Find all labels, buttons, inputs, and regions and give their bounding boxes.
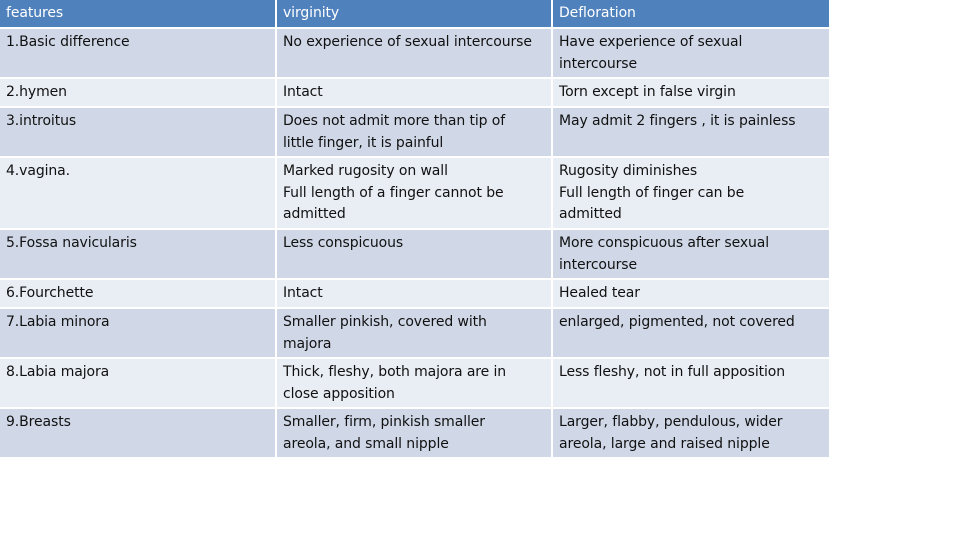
cell-line: close apposition bbox=[283, 385, 395, 402]
table-row bbox=[0, 280, 829, 309]
table-row bbox=[0, 309, 829, 359]
table-row bbox=[0, 108, 829, 158]
cell-line: May admit 2 fingers , it is painless bbox=[559, 113, 796, 129]
header-defloration: Defloration bbox=[553, 0, 829, 29]
feature-cell bbox=[0, 409, 277, 459]
virginity-cell bbox=[277, 280, 553, 309]
feature-cell bbox=[0, 108, 277, 158]
defloration-cell bbox=[553, 309, 829, 359]
cell-line: 2.hymen bbox=[6, 84, 67, 100]
feature-cell bbox=[0, 309, 277, 359]
virginity-cell bbox=[277, 230, 553, 280]
cell-line: 3.introitus bbox=[6, 113, 77, 129]
cell-line: enlarged, pigmented, not covered bbox=[559, 314, 795, 330]
cell-line: Less conspicuous bbox=[283, 235, 404, 251]
virginity-cell bbox=[277, 409, 553, 459]
cell-line: More conspicuous after sexual bbox=[559, 235, 770, 251]
cell-line: 5.Fossa navicularis bbox=[6, 235, 137, 251]
table-row bbox=[0, 79, 829, 108]
cell-line: Healed tear bbox=[559, 285, 640, 301]
cell-line: majora bbox=[283, 335, 332, 352]
cell-line: 6.Fourchette bbox=[6, 285, 94, 301]
virginity-cell bbox=[277, 79, 553, 108]
table-row bbox=[0, 359, 829, 409]
cell-line: No experience of sexual intercourse bbox=[283, 34, 532, 50]
defloration-cell bbox=[553, 280, 829, 309]
defloration-cell bbox=[553, 29, 829, 79]
defloration-cell bbox=[553, 79, 829, 108]
virginity-cell bbox=[277, 108, 553, 158]
table-row bbox=[0, 409, 829, 459]
cell-line: 7.Labia minora bbox=[6, 314, 110, 330]
cell-line: 8.Labia majora bbox=[6, 364, 110, 380]
feature-cell bbox=[0, 79, 277, 108]
table-row bbox=[0, 29, 829, 79]
cell-line: little finger, it is painful bbox=[283, 134, 444, 151]
cell-line: Rugosity diminishes bbox=[559, 163, 698, 179]
feature-cell bbox=[0, 158, 277, 230]
cell-line: intercourse bbox=[559, 55, 638, 72]
feature-cell bbox=[0, 230, 277, 280]
virginity-cell bbox=[277, 29, 553, 79]
header-features: features bbox=[0, 0, 277, 29]
cell-line: intercourse bbox=[559, 256, 638, 273]
defloration-cell bbox=[553, 230, 829, 280]
virginity-cell bbox=[277, 309, 553, 359]
cell-line: Full length of finger can be bbox=[559, 184, 745, 201]
cell-line: Full length of a finger cannot be bbox=[283, 184, 504, 201]
header-row bbox=[0, 0, 829, 29]
header-virginity: virginity bbox=[277, 0, 553, 29]
table-body bbox=[0, 29, 829, 459]
cell-line: 4.vagina. bbox=[6, 163, 71, 179]
virginity-cell bbox=[277, 158, 553, 230]
cell-line: Intact bbox=[283, 285, 323, 301]
cell-line: Larger, flabby, pendulous, wider bbox=[559, 414, 783, 430]
feature-cell bbox=[0, 29, 277, 79]
defloration-cell bbox=[553, 359, 829, 409]
defloration-cell bbox=[553, 409, 829, 459]
cell-line: 1.Basic difference bbox=[6, 34, 130, 50]
cell-line: Smaller, firm, pinkish smaller bbox=[283, 414, 485, 430]
cell-line: Less fleshy, not in full apposition bbox=[559, 364, 786, 380]
cell-line: 9.Breasts bbox=[6, 414, 71, 430]
cell-line: Intact bbox=[283, 84, 323, 100]
defloration-cell bbox=[553, 158, 829, 230]
feature-cell bbox=[0, 359, 277, 409]
cell-line: Have experience of sexual bbox=[559, 34, 743, 50]
cell-line: Marked rugosity on wall bbox=[283, 163, 448, 179]
cell-line: admitted bbox=[283, 206, 346, 222]
cell-line: Smaller pinkish, covered with bbox=[283, 314, 487, 330]
virginity-cell bbox=[277, 359, 553, 409]
feature-cell bbox=[0, 280, 277, 309]
cell-line: areola, and small nipple bbox=[283, 435, 449, 452]
defloration-cell bbox=[553, 108, 829, 158]
table-header bbox=[0, 0, 829, 29]
table-row bbox=[0, 158, 829, 230]
cell-line: Does not admit more than tip of bbox=[283, 113, 506, 129]
cell-line: admitted bbox=[559, 206, 622, 222]
cell-line: Thick, fleshy, both majora are in bbox=[283, 364, 507, 380]
cell-line: areola, large and raised nipple bbox=[559, 435, 770, 452]
table-row bbox=[0, 230, 829, 280]
cell-line: Torn except in false virgin bbox=[559, 84, 736, 100]
